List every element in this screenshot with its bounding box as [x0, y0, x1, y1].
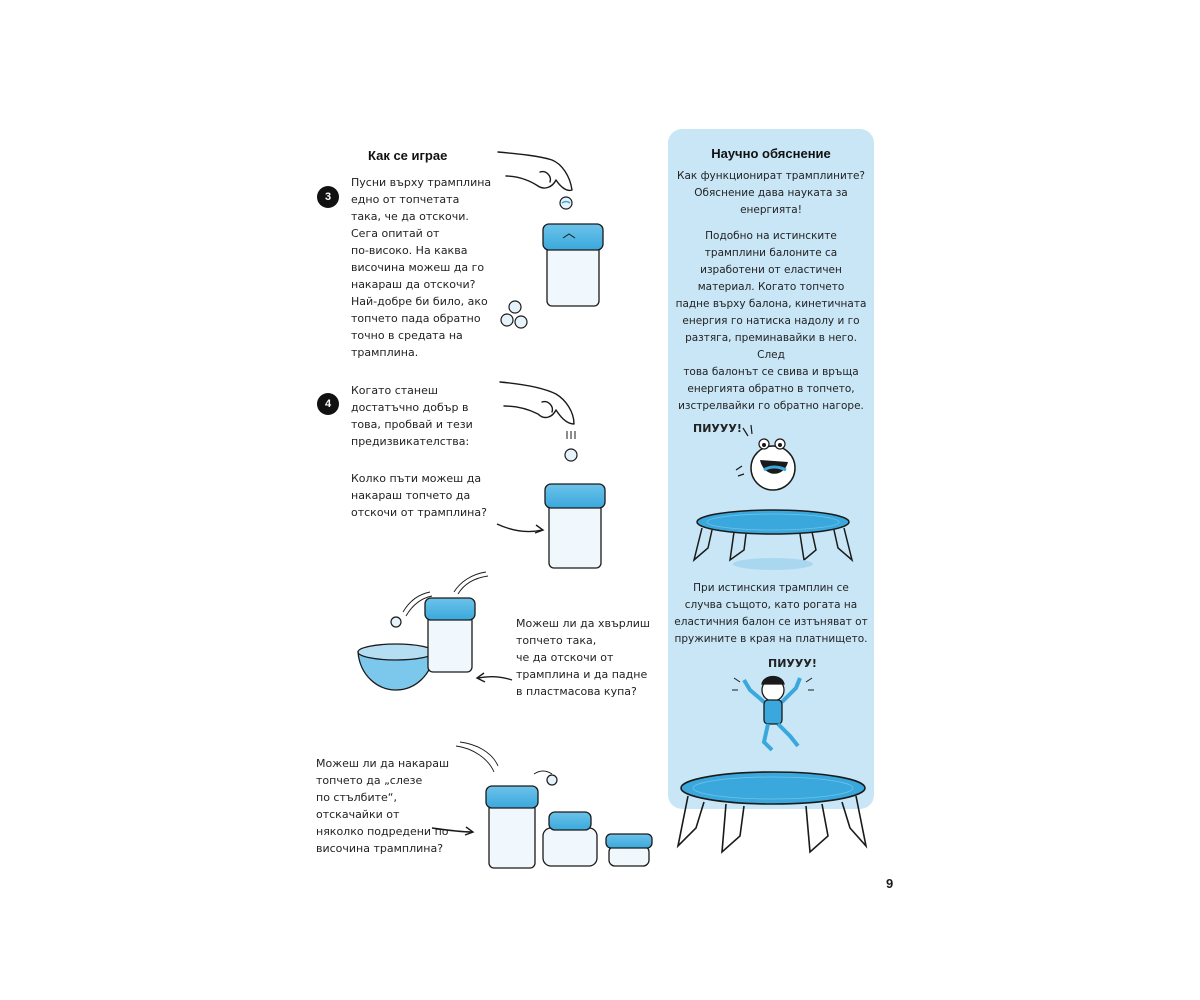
jar-trampoline-icon [486, 786, 538, 868]
bowl-icon [358, 644, 434, 690]
text-line: Сега опитай от [351, 227, 440, 240]
text-line: височина можеш да го [351, 261, 485, 274]
text-line: достатъчно добър в [351, 401, 469, 414]
text-line: топчето така, [516, 634, 597, 647]
text-line: материал. Когато топчето [697, 281, 845, 293]
text-line: по стълбите“, [316, 791, 397, 804]
text-line: Подобно на истинските [705, 230, 837, 242]
text-line: накараш да отскочи? [351, 278, 476, 291]
text-line: няколко подредени по [316, 825, 449, 838]
motion-lines [454, 572, 488, 594]
text-line: едно от топчетата [351, 193, 460, 206]
step-3-badge: 3 [317, 186, 339, 208]
text-line: това, пробвай и тези [351, 418, 473, 431]
text-line: в пластмасова купа? [516, 685, 637, 698]
panel-title: Научно обяснение [711, 146, 831, 161]
text-line: Можеш ли да накараш [316, 757, 450, 770]
text-line: енергията обратно в топчето, [687, 383, 855, 395]
text-line: пружините в края на платнището. [674, 633, 868, 645]
text-line: така, че да отскочи. [351, 210, 469, 223]
ball-icon [547, 775, 557, 785]
trampoline-icon [678, 772, 866, 852]
motion-lines [567, 431, 575, 439]
panel-intro [674, 168, 868, 219]
text-line: топчето пада обратно [351, 312, 481, 325]
text-line: точно в средата на [351, 329, 463, 342]
text-line: енергията! [740, 204, 802, 216]
text-line: Когато станеш [351, 384, 438, 397]
jar-trampoline-icon [545, 484, 605, 568]
panel-illustrations [660, 400, 900, 870]
text-line: Можеш ли да хвърлиш [516, 617, 650, 630]
boy-exclamation: ПИУУУ! [768, 657, 817, 670]
text-line: падне върху балона, кинетичната [675, 298, 867, 310]
text-line: При истинския трамплин се [693, 582, 849, 594]
text-line: Как функционират трамплините? [677, 170, 865, 182]
motion-lines [456, 742, 498, 772]
arrow-icon [497, 524, 542, 532]
hand-icon [498, 152, 572, 190]
boy-character-icon [732, 677, 814, 751]
hand-icon [500, 382, 574, 424]
ball-icon [391, 617, 401, 627]
text-line: разтяга, преминавайки в него. След [685, 332, 857, 361]
arrow-icon [432, 828, 472, 832]
text-line: накараш топчето да [351, 489, 471, 502]
instructions-title: Как се играе [368, 148, 448, 163]
text-line: Пусни върху трамплина [351, 176, 492, 189]
text-line: че да отскочи от [516, 651, 614, 664]
text-line: трамплина и да падне [516, 668, 648, 681]
trampoline-icon [694, 510, 852, 570]
text-line: отскочи от трамплина? [351, 506, 487, 519]
ball-icon [565, 449, 577, 461]
text-line: енергия го натиска надолу и го [682, 315, 860, 327]
jar-trampoline-icon [543, 812, 597, 866]
text-line: трамплина. [351, 346, 419, 359]
text-line: по-високо. На каква [351, 244, 468, 257]
jar-trampoline-icon [543, 224, 603, 306]
text-line: изстрелвайки го обратно нагоре. [678, 400, 864, 412]
text-line: предизвикателства: [351, 435, 470, 448]
jar-trampoline-icon [425, 598, 475, 672]
ball-exclamation: ПИУУУ! [693, 422, 742, 435]
step-4-badge: 4 [317, 393, 339, 415]
text-line: Най-добре би било, ако [351, 295, 488, 308]
text-line: отскачайки от [316, 808, 400, 821]
text-line: височина трамплина? [316, 842, 444, 855]
motion-lines [534, 771, 552, 774]
text-line: трамплини балоните са [704, 247, 838, 259]
arrow-icon [478, 677, 512, 680]
text-line: топчето да „слезе [316, 774, 423, 787]
text-line: Колко пъти можеш да [351, 472, 482, 485]
ball-character-icon [736, 425, 795, 490]
text-line: еластичния балон се изтъняват от [674, 616, 868, 628]
text-line: случва същото, като рогата на [684, 599, 858, 611]
page-number: 9 [886, 876, 894, 891]
ball-icon [560, 197, 572, 209]
text-line: Обяснение дава науката за [694, 187, 848, 199]
balls-icon [501, 301, 527, 328]
text-line: изработени от еластичен [700, 264, 842, 276]
text-line: това балонът се свива и връща [683, 366, 859, 378]
jar-trampoline-icon [606, 834, 652, 866]
panel-body [674, 228, 868, 415]
